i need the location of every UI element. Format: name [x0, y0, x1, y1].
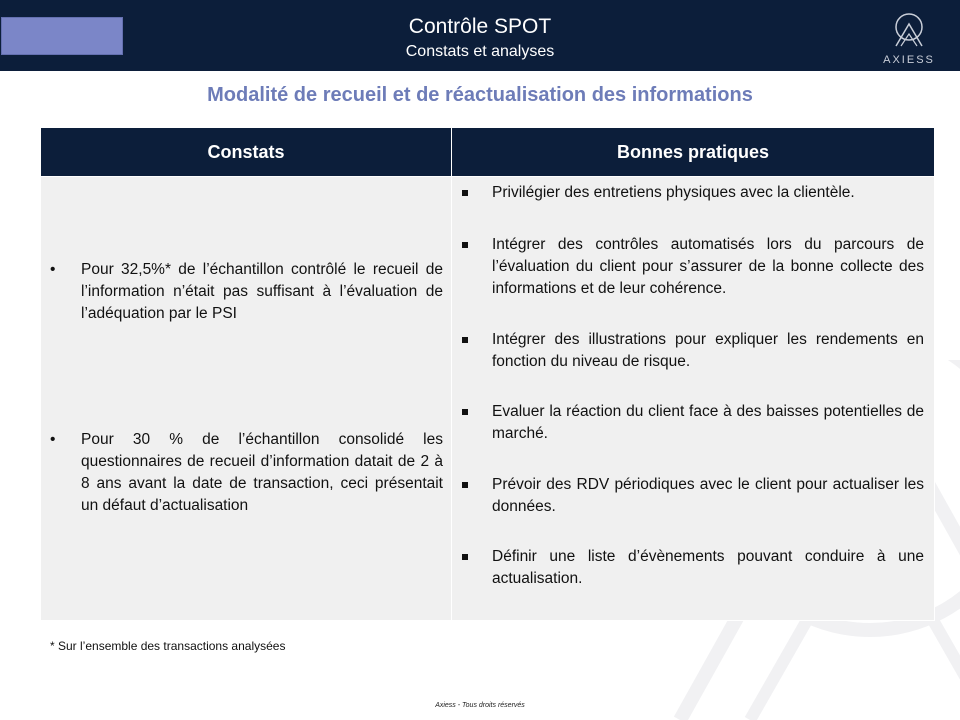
square-bullet-icon	[462, 337, 468, 343]
list-item	[492, 546, 924, 590]
bullet-icon: •	[50, 261, 56, 278]
square-bullet-icon	[462, 242, 468, 248]
column-header-bonnes-pratiques: Bonnes pratiques	[452, 128, 935, 177]
list-item	[492, 182, 924, 204]
header-subtitle: Constats et analyses	[405, 43, 555, 60]
square-bullet-icon	[462, 554, 468, 560]
list-item	[50, 429, 443, 517]
axiess-logo	[878, 10, 940, 68]
pratique-text: Définir une liste d’évènements pouvant conduire à une actualisation.	[492, 548, 924, 587]
pratique-text: Privilégier des entretiens physiques avec la clientèle.	[492, 184, 855, 201]
logo-text: AXIESS	[883, 54, 935, 66]
table-header-row	[41, 128, 935, 177]
table-row	[41, 177, 935, 621]
square-bullet-icon	[462, 409, 468, 415]
list-item	[492, 401, 924, 445]
constat-text: Pour 32,5%* de l’échantillon contrôlé le recueil de l’information n’était pas suffisant à l’évaluation de l’adéquation par le PSI	[81, 261, 443, 322]
header-title: Contrôle SPOT	[408, 15, 552, 38]
logo-icon	[878, 10, 940, 54]
list-item	[492, 474, 924, 518]
page-subtitle: Modalité de recueil et de réactualisation des informations	[207, 84, 753, 106]
square-bullet-icon	[462, 482, 468, 488]
column-header-constats: Constats	[41, 128, 452, 177]
list-item	[492, 329, 924, 373]
footer-copyright: Axiess - Tous droits réservés	[435, 702, 525, 709]
list-item	[492, 234, 924, 300]
pratique-text: Intégrer des illustrations pour expliquer les rendements en fonction du niveau de risque.	[492, 331, 924, 370]
footnote: * Sur l’ensemble des transactions analysées	[50, 639, 286, 653]
header-bar	[0, 0, 960, 71]
constats-cell	[41, 177, 452, 653]
bullet-icon: •	[50, 431, 56, 448]
constat-text: Pour 30 % de l’échantillon consolidé les questionnaires de recueil d’information datait de 2 à 8 ans avant la date de transaction, ceci présentait un défaut d’actualisation	[81, 431, 443, 514]
pratique-text: Evaluer la réaction du client face à des baisses potentielles de marché.	[492, 403, 924, 442]
pratique-text: Intégrer des contrôles automatisés lors du parcours de l’évaluation du client pour s’assurer de la bonne collecte des informations et de leur cohérence.	[492, 236, 924, 297]
constats-table	[40, 127, 935, 653]
pratique-text: Prévoir des RDV périodiques avec le client pour actualiser les données.	[492, 476, 924, 515]
bonnes-pratiques-cell	[452, 177, 935, 621]
square-bullet-icon	[462, 190, 468, 196]
list-item	[50, 259, 443, 325]
